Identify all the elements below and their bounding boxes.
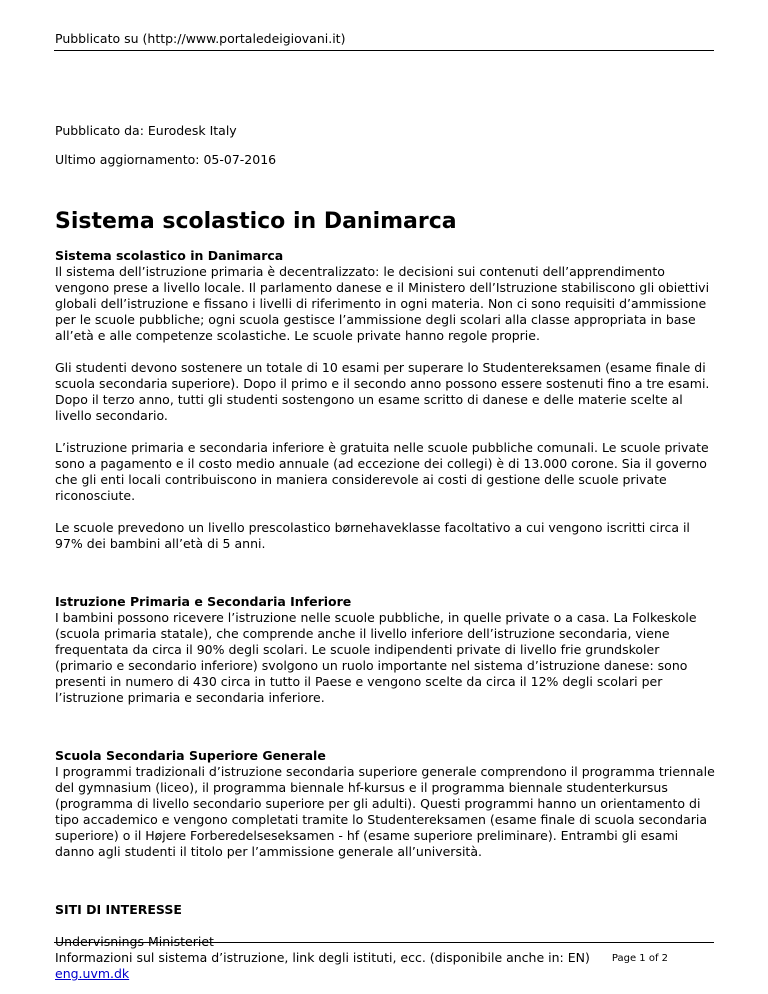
site-description: Informazioni sul sistema d’istruzione, link degli istituti, ecc. (disponibile anche in: EN): [55, 950, 590, 965]
published-by: Pubblicato da: Eurodesk Italy: [55, 123, 237, 138]
page-title: Sistema scolastico in Danimarca: [55, 209, 457, 234]
footer-rule: [54, 942, 714, 943]
published-on-header: Pubblicato su (http://www.portaledeigiovani.it): [55, 31, 346, 46]
paragraph: Gli studenti devono sostenere un totale di 10 esami per superare lo Studentereksamen (esame finale di scuola secondaria superiore). Dopo il primo e il secondo anno possono essere sostenuti fino a tre esami. Dopo il terzo anno, tutti gli studenti sostengono un esame scritto di danese e delle materie scelte al livello secondario.: [55, 360, 710, 423]
paragraph: L’istruzione primaria e secondaria inferiore è gratuita nelle scuole pubbliche comunali. Le scuole private sono a pagamento e il costo medio annuale (ad eccezione dei collegi) è di 13.000 corone. Sia il governo che gli enti locali contribuiscono in maniera considerevole ai costi di gestione delle scuole private riconosciute.: [55, 440, 709, 503]
paragraph: Il sistema dell’istruzione primaria è decentralizzato: le decisioni sui contenuti dell’apprendimento vengono prese a livello locale. Il parlamento danese e il Ministero dell’Istruzione stabiliscono gli obiettivi globali dell’istruzione e fissano i livelli di riferimento in ogni materia. Non ci sono requisiti d’ammissione per le scuole pubbliche; ogni scuola gestisce l’ammissione degli scolari alla classe appropriata in base all’età e alle competenze scolastiche. Le scuole private hanno regole proprie.: [55, 264, 710, 343]
paragraph: I programmi tradizionali d’istruzione secondaria superiore generale comprendono il programma triennale del gymnasium (liceo), il programma biennale hf-kursus e il programma biennale studenterkursus (programma di livello secondario superiore per gli adulti). Questi programmi hanno un orientamento di tipo accademico e vengono completati tramite lo Studentereksamen (esame finale di scuola secondaria superiore) o il Højere Forberedelseseksamen - hf (esame superiore preliminare). Entrambi gli esami danno agli studenti il titolo per l’ammissione generale all’università.: [55, 764, 715, 859]
section-heading: Sistema scolastico in Danimarca: [55, 248, 284, 263]
header-rule: [54, 50, 714, 51]
section-heading: Istruzione Primaria e Secondaria Inferiore: [55, 594, 352, 609]
article-body: [55, 248, 720, 982]
site-link[interactable]: eng.uvm.dk: [55, 966, 130, 981]
last-update: Ultimo aggiornamento: 05-07-2016: [55, 152, 277, 167]
page-number: Page 1 of 2: [611, 953, 668, 964]
site-link-line: [55, 966, 720, 982]
paragraph: I bambini possono ricevere l’istruzione nelle scuole pubbliche, in quelle private o a casa. La Folkeskole (scuola primaria statale), che comprende anche il livello inferiore dell’istruzione secondaria, viene frequentata da circa il 90% degli scolari. Le scuole indipendenti private di livello frie grundskoler (primario e secondario inferiore) svolgono un ruolo importante nel sistema d’istruzione danese: sono presenti in numero di 430 circa in tutto il Paese e vengono scelte da circa il 12% degli scolari per l’istruzione primaria e secondaria inferiore.: [55, 610, 697, 705]
site-name: Undervisnings Ministeriet: [55, 934, 214, 949]
paragraph: Le scuole prevedono un livello prescolastico børnehaveklasse facoltativo a cui vengono iscritti circa il 97% dei bambini all’età di 5 anni.: [55, 520, 690, 551]
section-heading: Scuola Secondaria Superiore Generale: [55, 748, 326, 763]
sites-heading: SITI DI INTERESSE: [55, 902, 182, 917]
